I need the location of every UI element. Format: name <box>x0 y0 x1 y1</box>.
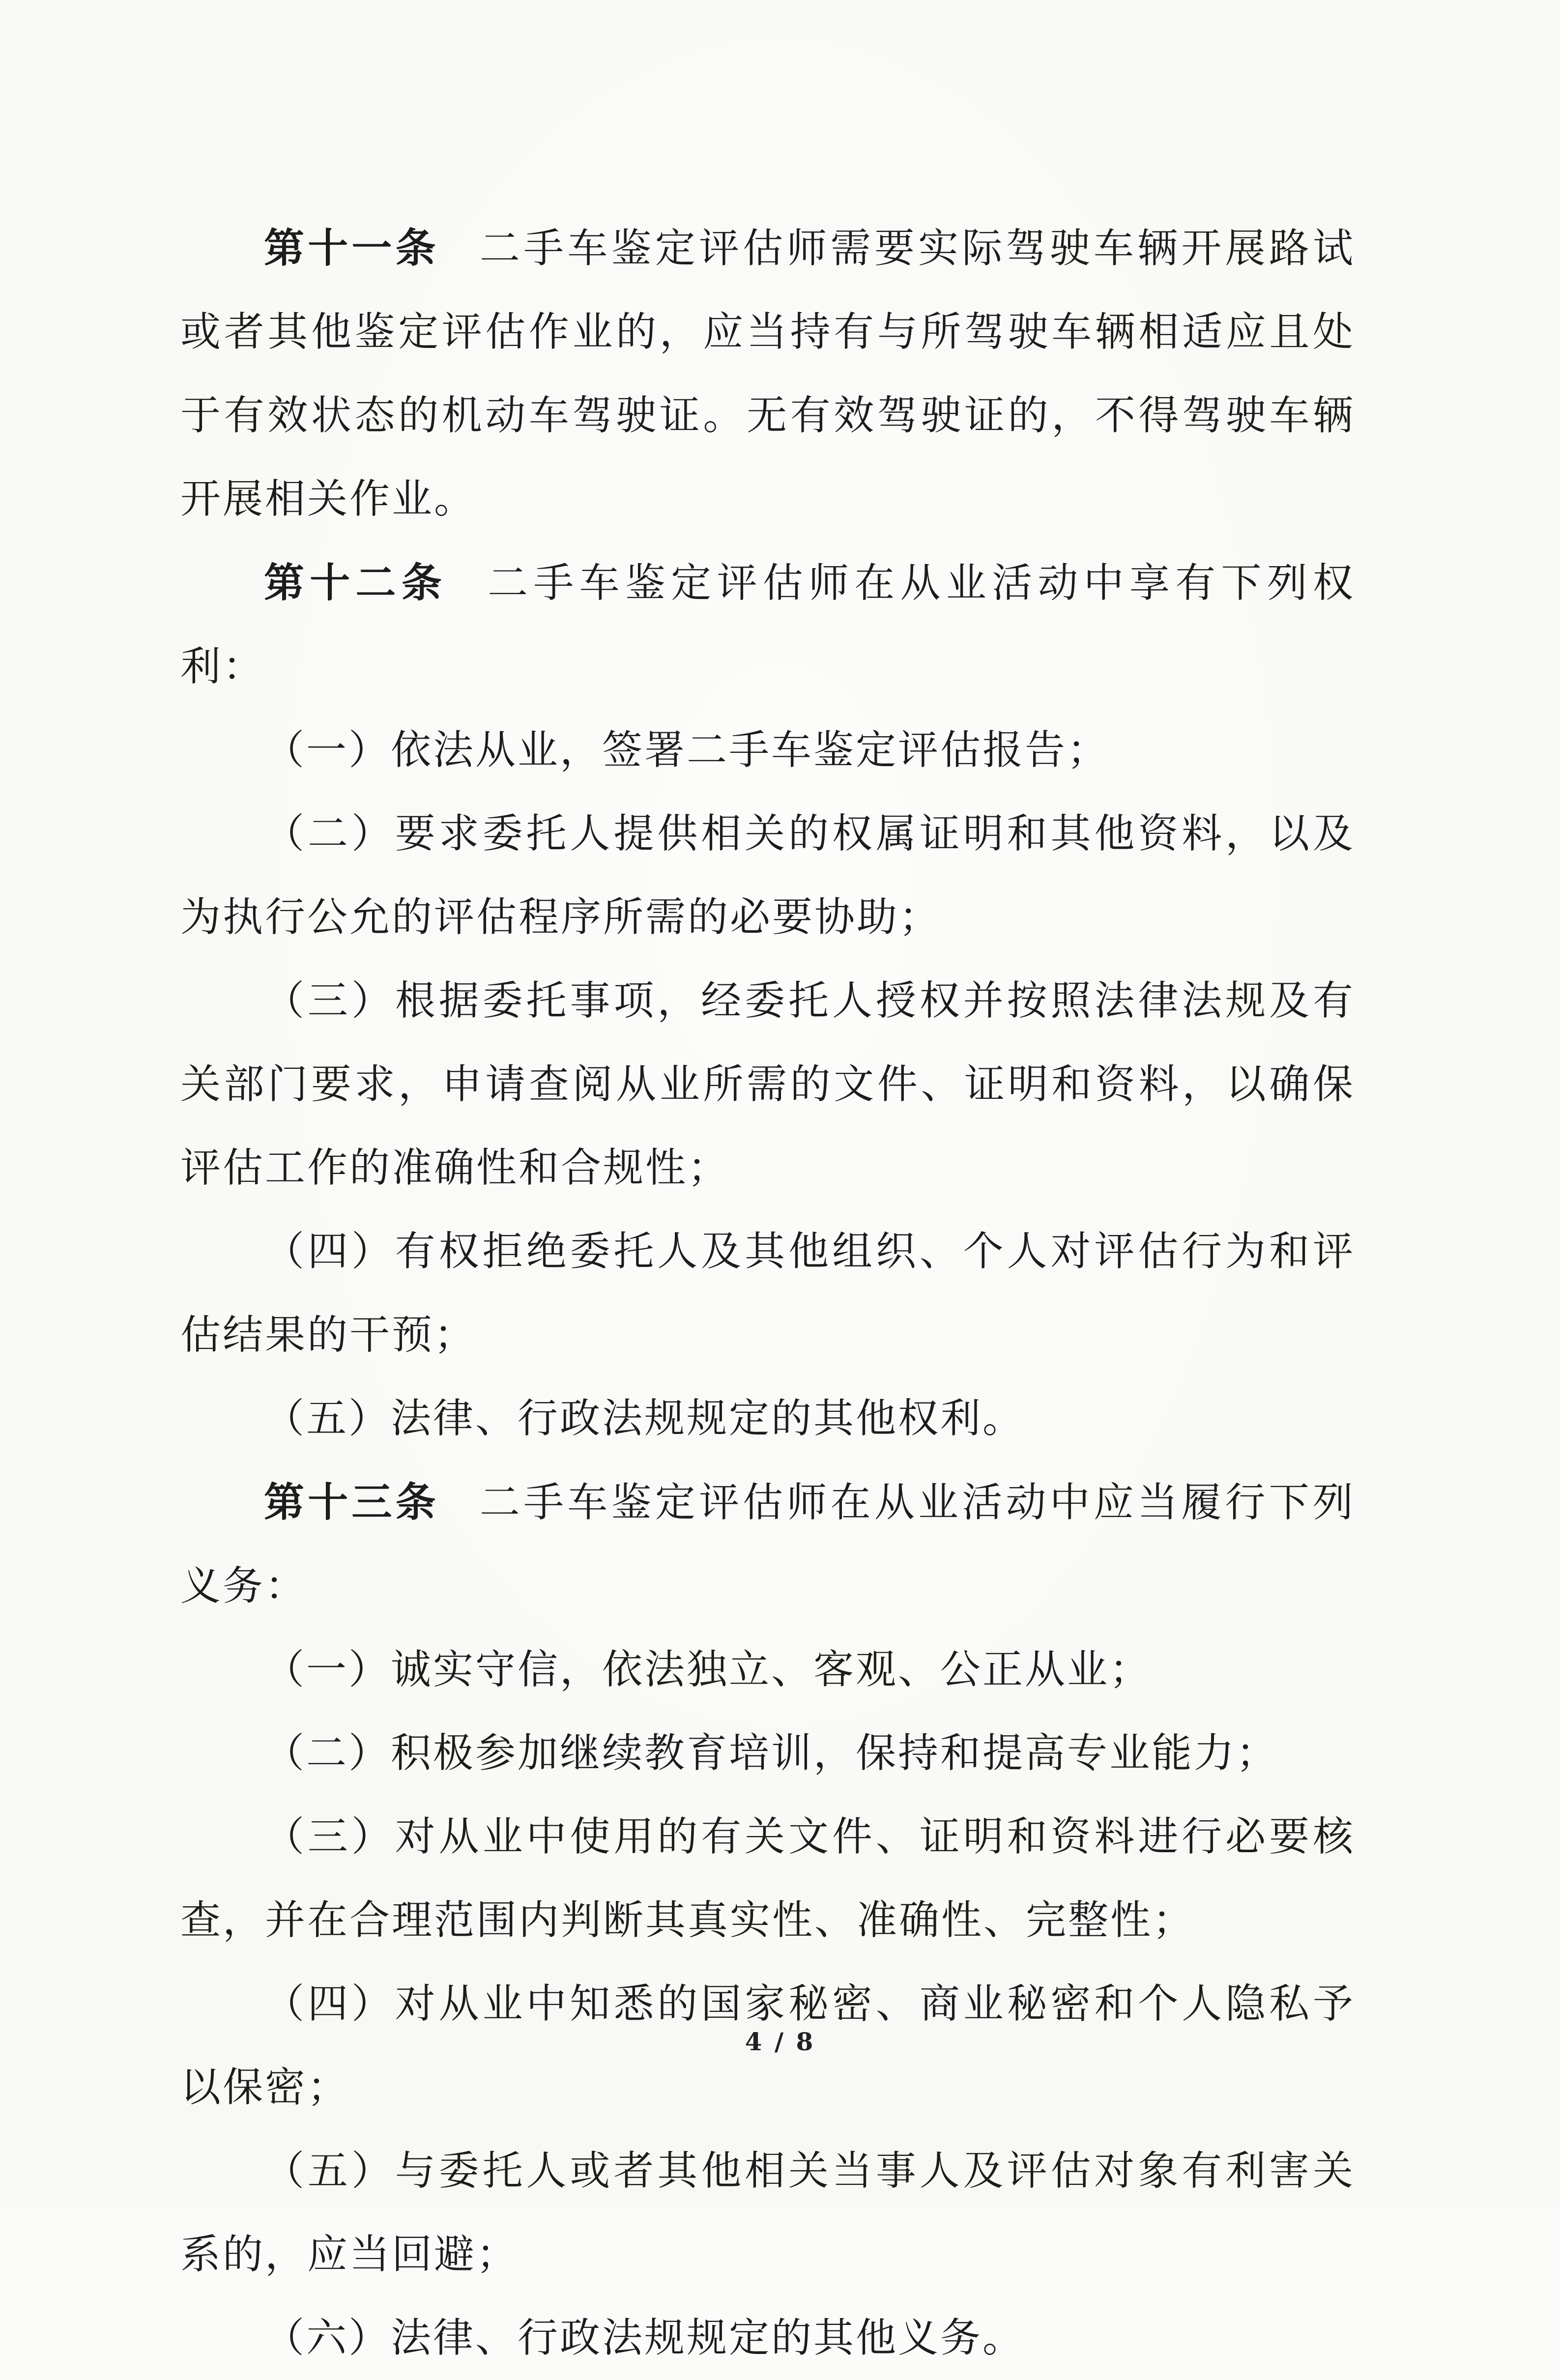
article-text: 二手车鉴定评估师需要实际驾驶车辆开展路试或者其他鉴定评估作业的，应当持有与所驾驶车辆相适应且处于有效状态的机动车驾驶证。无有效驾驶证的，不得驾驶车辆开展相关作业。 <box>180 225 1355 522</box>
list-item: （一）依法从业，签署二手车鉴定评估报告； <box>264 727 1110 774</box>
article-12 <box>180 541 1355 709</box>
article-13 <box>180 1461 1355 1628</box>
article-label: 第十二条 <box>264 559 448 606</box>
list-item: （四）对从业中知悉的国家秘密、商业秘密和个人隐私予以保密； <box>180 1980 1355 2111</box>
list-item: （五）法律、行政法规规定的其他权利。 <box>264 1395 1025 1442</box>
page-number: 4 / 8 <box>745 2027 815 2056</box>
list-item: （一）诚实守信，依法独立、客观、公正从业； <box>264 1646 1152 1693</box>
list-item: （三）根据委托事项，经委托人授权并按照法律法规及有关部门要求，申请查阅从业所需的文件、证明和资料，以确保评估工作的准确性和合规性； <box>180 977 1355 1191</box>
article-label: 第十一条 <box>264 225 439 272</box>
list-item: （三）对从业中使用的有关文件、证明和资料进行必要核查，并在合理范围内判断其真实性、准确性、完整性； <box>180 1813 1355 1944</box>
list-item: （二）积极参加继续教育培训，保持和提高专业能力； <box>264 1730 1279 1777</box>
list-item: （五）与委托人或者其他相关当事人及评估对象有利害关系的，应当回避； <box>180 2148 1355 2278</box>
article-text: 二手车鉴定评估师在从业活动中享有下列权利： <box>180 560 1355 690</box>
article-label: 第十三条 <box>264 1479 439 1526</box>
list-item: （二）要求委托人提供相关的权属证明和其他资料，以及为执行公允的评估程序所需的必要协助； <box>180 810 1355 941</box>
list-item: （六）法律、行政法规规定的其他义务。 <box>264 2315 1025 2361</box>
article-text: 二手车鉴定评估师在从业活动中应当履行下列义务： <box>180 1479 1355 1609</box>
article-11 <box>180 206 1355 541</box>
list-item: （四）有权拒绝委托人及其他组织、个人对评估行为和评估结果的干预； <box>180 1228 1355 1358</box>
